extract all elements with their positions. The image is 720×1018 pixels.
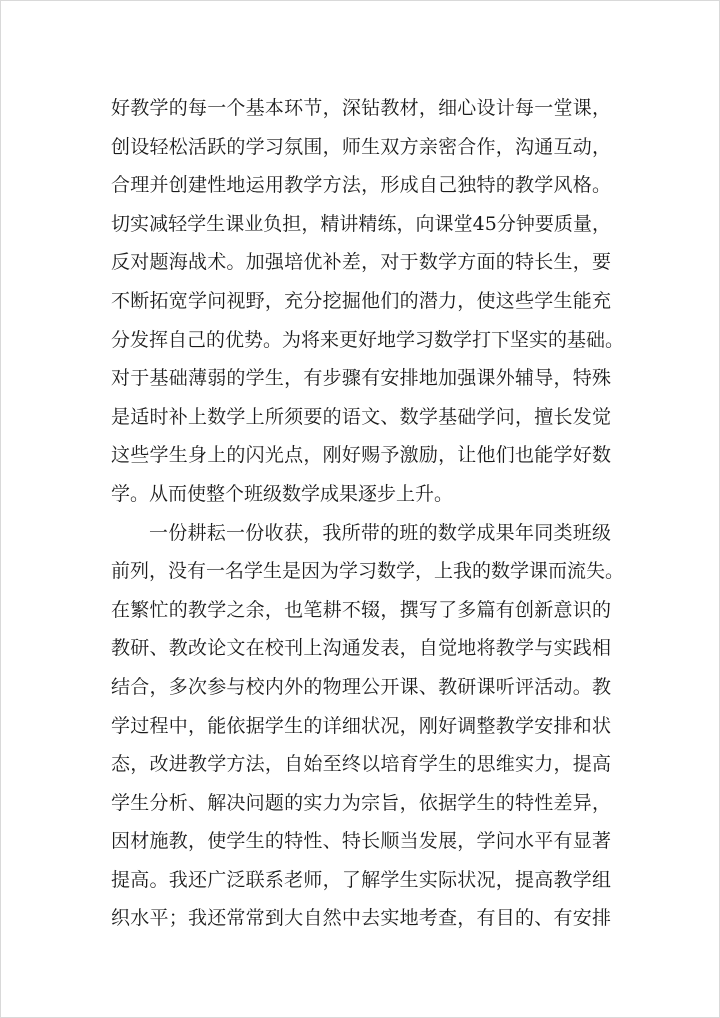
text-line: 这些学生身上的闪光点，刚好赐予激励，让他们也能学好数 — [111, 444, 611, 467]
text-line: 教研、教改论文在校刊上沟通发表，自觉地将教学与实践相 — [111, 637, 611, 660]
text-line: 合理并创建性地运用教学方法，形成自己独特的教学风格。 — [111, 174, 611, 197]
text-line: 切实减轻学生课业负担，精讲精练，向课堂45分钟要质量， — [111, 212, 611, 235]
body-text — [111, 89, 625, 938]
text-line: 不断拓宽学问视野，充分挖掘他们的潜力，使这些学生能充 — [111, 289, 611, 312]
text-line: 态，改进教学方法，自始至终以培育学生的思维实力，提高 — [111, 753, 611, 776]
text-line: 提高。我还广泛联系老师，了解学生实际状况，提高教学组 — [111, 868, 611, 891]
text-line: 是适时补上数学上所须要的语文、数学基础学问，擅长发觉 — [111, 405, 611, 428]
text-line: 织水平；我还常常到大自然中去实地考查，有目的、有安排 — [111, 907, 611, 930]
text-line: 一份耕耘一份收获，我所带的班的数学成果年同类班级 — [149, 521, 611, 544]
text-line: 在繁忙的教学之余，也笔耕不辍，撰写了多篇有创新意识的 — [111, 598, 611, 621]
paragraph-1 — [111, 89, 625, 514]
text-line: 对于基础薄弱的学生，有步骤有安排地加强课外辅导，特殊 — [111, 367, 611, 390]
text-line: 分发挥自己的优势。为将来更好地学习数学打下坚实的基础。 — [111, 328, 625, 351]
text-line: 学。从而使整个班级数学成果逐步上升。 — [111, 482, 454, 505]
text-line: 学过程中，能依据学生的详细状况，刚好调整教学安排和状 — [111, 714, 611, 737]
text-line: 创设轻松活跃的学习氛围，师生双方亲密合作，沟通互动， — [111, 135, 611, 158]
text-line: 因材施教，使学生的特性、特长顺当发展，学问水平有显著 — [111, 830, 611, 853]
paragraph-2 — [111, 514, 625, 939]
text-line: 反对题海战术。加强培优补差，对于数学方面的特长生，要 — [111, 251, 611, 274]
text-line: 结合，多次参与校内外的物理公开课、教研课听评活动。教 — [111, 675, 611, 698]
text-line: 前列，没有一名学生是因为学习数学，上我的数学课而流失。 — [111, 560, 625, 583]
text-line: 学生分析、解决问题的实力为宗旨，依据学生的特性差异， — [111, 791, 611, 814]
text-line: 好教学的每一个基本环节，深钻教材，细心设计每一堂课， — [111, 97, 611, 119]
